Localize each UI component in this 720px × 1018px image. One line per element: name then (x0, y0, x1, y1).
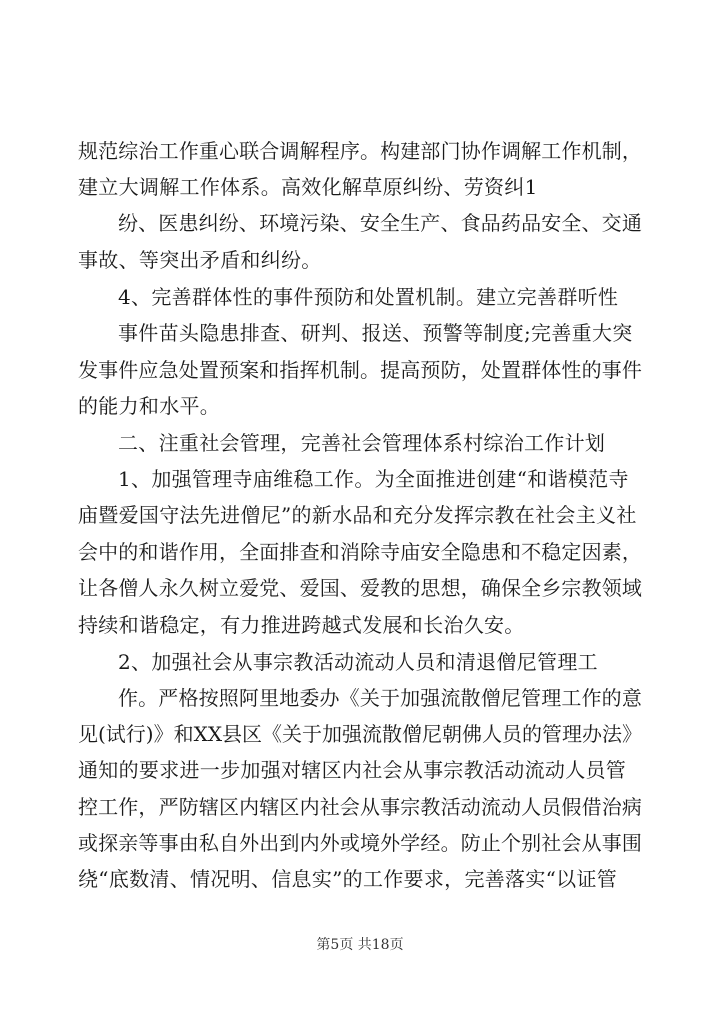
page-number-footer: 第5页 共18页 (316, 937, 404, 953)
text-line-19: 控工作，严防辖区内辖区内社会从事宗教活动流动人员假借治病 (78, 795, 642, 819)
text-line-14: 持续和谐稳定，有力推进跨越式发展和长治久安。 (78, 613, 525, 637)
text-line-11: 庙暨爱国守法先进僧尼”的新水品和充分发挥宗教在社会主义社 (78, 503, 637, 527)
section-heading-2: 二、注重社会管理，完善社会管理体系村综治工作计划 (118, 431, 606, 455)
text-line-8: 的能力和水平。 (78, 394, 221, 418)
text-line-13: 让各僧人永久树立爱党、爱国、爱教的思想，确保全乡宗教领域 (78, 576, 642, 600)
text-line-10: 1、加强管理寺庙维稳工作。为全面推进创建“和谐模范寺 (118, 467, 629, 491)
text-line-6: 事件苗头隐患排查、研判、报送、预警等制度;完善重大突 (118, 321, 633, 345)
text-line-4: 事故、等突出矛盾和纠纷。 (78, 248, 322, 272)
text-line-1: 规范综治工作重心联合调解程序。构建部门协作调解工作机制， (78, 139, 642, 163)
text-line-15: 2、加强社会从事宗教活动流动人员和清退僧尼管理工 (118, 650, 598, 674)
text-line-7: 发事件应急处置预案和指挥机制。提高预防，处置群体性的事件 (78, 358, 642, 382)
text-line-12: 会中的和谐作用，全面排查和消除寺庙安全隐患和不稳定因素， (78, 540, 642, 564)
text-line-21: 绕“底数清、情况明、信息实”的工作要求，完善落实“以证管 (78, 867, 618, 891)
text-line-17: 见(试行)》和XX县区《关于加强流散僧尼朝佛人员的管理办法》 (78, 722, 642, 746)
text-line-20: 或探亲等事由私自外出到内外或境外学经。防止个别社会从事围 (78, 831, 642, 855)
text-line-18: 通知的要求进一步加强对辖区内社会从事宗教活动流动人员管 (78, 758, 627, 782)
text-line-5: 4、完善群体性的事件预防和处置机制。建立完善群听性 (118, 285, 619, 309)
text-line-16: 作。严格按照阿里地委办《关于加强流散僧尼管理工作的意 (118, 686, 642, 710)
text-line-3: 纷、医患纠纷、环境污染、安全生产、食品药品安全、交通 (118, 211, 642, 235)
text-line-2: 建立大调解工作体系。高效化解草原纠纷、劳资纠1 (78, 175, 538, 199)
